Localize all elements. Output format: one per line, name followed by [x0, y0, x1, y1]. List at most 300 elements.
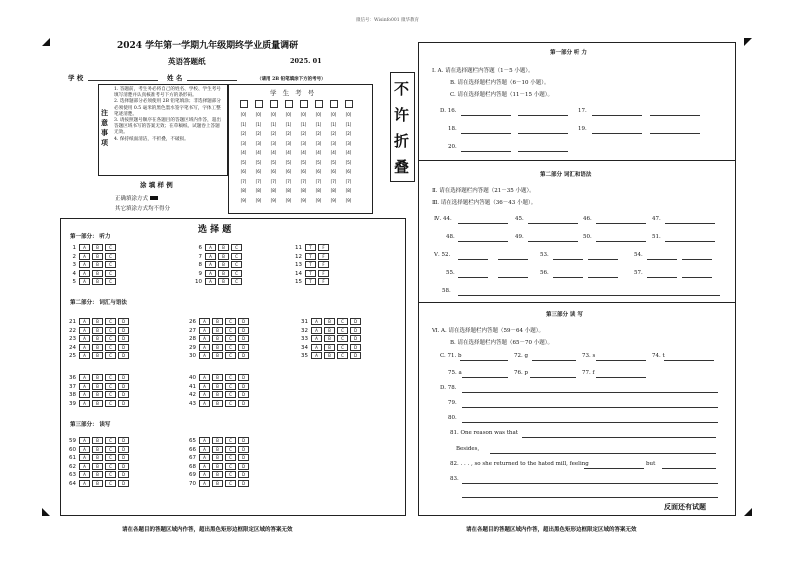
- option-bubble[interactable]: A: [199, 335, 210, 342]
- option-bubble[interactable]: F: [318, 253, 329, 260]
- exam-digit-bubble[interactable]: [1]: [345, 121, 352, 127]
- option-bubble[interactable]: A: [79, 480, 90, 487]
- option-bubble[interactable]: B: [212, 391, 223, 398]
- option-bubble[interactable]: B: [92, 344, 103, 351]
- exam-digit-bubble[interactable]: [9]: [285, 197, 292, 203]
- option-bubble[interactable]: C: [105, 244, 116, 251]
- exam-digit-bubble[interactable]: [6]: [270, 169, 277, 174]
- option-bubble[interactable]: B: [92, 327, 103, 334]
- answer-blank[interactable]: [588, 259, 618, 260]
- option-bubble[interactable]: D: [118, 446, 129, 453]
- option-bubble[interactable]: B: [92, 471, 103, 478]
- option-bubble[interactable]: A: [79, 454, 90, 461]
- option-bubble[interactable]: C: [337, 327, 348, 334]
- exam-digit-bubble[interactable]: [2]: [270, 131, 277, 136]
- option-bubble[interactable]: A: [199, 318, 210, 325]
- exam-digit-bubble[interactable]: [4]: [300, 150, 307, 155]
- option-bubble[interactable]: A: [199, 327, 210, 334]
- option-bubble[interactable]: A: [205, 261, 216, 268]
- option-bubble[interactable]: A: [205, 270, 216, 277]
- option-bubble[interactable]: F: [318, 270, 329, 277]
- option-bubble[interactable]: A: [199, 471, 210, 478]
- exam-digit-bubble[interactable]: [6]: [240, 169, 247, 174]
- option-bubble[interactable]: C: [105, 278, 116, 285]
- answer-blank[interactable]: [462, 422, 718, 423]
- option-bubble[interactable]: D: [350, 352, 361, 359]
- exam-digit-bubble[interactable]: [2]: [240, 131, 247, 136]
- option-bubble[interactable]: D: [118, 327, 129, 334]
- option-bubble[interactable]: A: [79, 400, 90, 407]
- option-bubble[interactable]: C: [231, 270, 242, 277]
- option-bubble[interactable]: D: [350, 344, 361, 351]
- exam-digit-bubble[interactable]: [0]: [255, 112, 262, 117]
- answer-blank[interactable]: [458, 277, 488, 278]
- exam-digit-bubble[interactable]: [5]: [285, 159, 292, 165]
- option-bubble[interactable]: A: [79, 261, 90, 268]
- exam-digit-bubble[interactable]: [4]: [255, 150, 262, 155]
- school-field[interactable]: [88, 80, 158, 81]
- exam-digit-bubble[interactable]: [5]: [255, 159, 262, 165]
- option-bubble[interactable]: B: [92, 454, 103, 461]
- option-bubble[interactable]: A: [311, 327, 322, 334]
- option-bubble[interactable]: D: [350, 335, 361, 342]
- exam-digit-bubble[interactable]: [3]: [345, 140, 352, 146]
- option-bubble[interactable]: B: [324, 352, 335, 359]
- option-bubble[interactable]: A: [311, 335, 322, 342]
- option-bubble[interactable]: C: [105, 454, 116, 461]
- exam-digit-bubble[interactable]: [2]: [315, 131, 322, 136]
- answer-blank[interactable]: [596, 360, 646, 361]
- exam-digit-bubble[interactable]: [9]: [330, 197, 337, 203]
- option-bubble[interactable]: D: [350, 318, 361, 325]
- option-bubble[interactable]: A: [199, 454, 210, 461]
- exam-digit-bubble[interactable]: [0]: [330, 112, 337, 117]
- option-bubble[interactable]: C: [105, 270, 116, 277]
- option-bubble[interactable]: C: [225, 391, 236, 398]
- option-bubble[interactable]: D: [238, 446, 249, 453]
- answer-blank[interactable]: [553, 259, 583, 260]
- exam-digit-box[interactable]: [330, 100, 338, 108]
- option-bubble[interactable]: D: [118, 391, 129, 398]
- option-bubble[interactable]: B: [92, 480, 103, 487]
- option-bubble[interactable]: B: [218, 261, 229, 268]
- answer-blank[interactable]: [665, 241, 715, 242]
- exam-digit-bubble[interactable]: [9]: [255, 197, 262, 203]
- exam-digit-bubble[interactable]: [8]: [285, 188, 292, 193]
- option-bubble[interactable]: B: [212, 446, 223, 453]
- option-bubble[interactable]: B: [218, 278, 229, 285]
- answer-blank[interactable]: [528, 223, 578, 224]
- option-bubble[interactable]: C: [225, 383, 236, 390]
- option-bubble[interactable]: A: [205, 278, 216, 285]
- option-bubble[interactable]: D: [118, 383, 129, 390]
- exam-digit-box[interactable]: [240, 100, 248, 108]
- exam-digit-bubble[interactable]: [7]: [345, 178, 352, 184]
- option-bubble[interactable]: D: [118, 352, 129, 359]
- option-bubble[interactable]: B: [92, 400, 103, 407]
- answer-blank[interactable]: [682, 277, 712, 278]
- option-bubble[interactable]: C: [231, 261, 242, 268]
- option-bubble[interactable]: D: [118, 374, 129, 381]
- option-bubble[interactable]: A: [199, 391, 210, 398]
- answer-blank[interactable]: [596, 223, 646, 224]
- option-bubble[interactable]: C: [105, 446, 116, 453]
- option-bubble[interactable]: D: [118, 318, 129, 325]
- option-bubble[interactable]: B: [212, 463, 223, 470]
- exam-digit-bubble[interactable]: [2]: [300, 131, 307, 136]
- option-bubble[interactable]: C: [225, 374, 236, 381]
- answer-blank[interactable]: [462, 377, 508, 378]
- option-bubble[interactable]: C: [225, 318, 236, 325]
- option-bubble[interactable]: B: [92, 383, 103, 390]
- option-bubble[interactable]: A: [79, 471, 90, 478]
- exam-digit-bubble[interactable]: [8]: [270, 188, 277, 193]
- answer-blank[interactable]: [584, 468, 644, 469]
- exam-digit-bubble[interactable]: [1]: [300, 121, 307, 127]
- option-bubble[interactable]: A: [79, 344, 90, 351]
- answer-blank[interactable]: [592, 133, 642, 134]
- exam-digit-bubble[interactable]: [5]: [270, 159, 277, 165]
- option-bubble[interactable]: A: [79, 437, 90, 444]
- option-bubble[interactable]: T: [305, 278, 316, 285]
- exam-digit-bubble[interactable]: [0]: [345, 112, 352, 117]
- option-bubble[interactable]: A: [79, 374, 90, 381]
- option-bubble[interactable]: D: [238, 480, 249, 487]
- option-bubble[interactable]: A: [79, 391, 90, 398]
- option-bubble[interactable]: C: [225, 327, 236, 334]
- option-bubble[interactable]: D: [238, 437, 249, 444]
- option-bubble[interactable]: C: [105, 253, 116, 260]
- exam-digit-bubble[interactable]: [8]: [255, 188, 262, 193]
- exam-digit-box[interactable]: [255, 100, 263, 108]
- exam-digit-bubble[interactable]: [9]: [240, 197, 247, 203]
- exam-digit-bubble[interactable]: [4]: [315, 150, 322, 155]
- exam-digit-bubble[interactable]: [1]: [240, 121, 247, 127]
- answer-blank[interactable]: [650, 115, 700, 116]
- exam-digit-bubble[interactable]: [8]: [315, 188, 322, 193]
- answer-blank[interactable]: [461, 151, 511, 152]
- option-bubble[interactable]: B: [92, 374, 103, 381]
- option-bubble[interactable]: C: [225, 437, 236, 444]
- option-bubble[interactable]: C: [105, 327, 116, 334]
- option-bubble[interactable]: B: [92, 463, 103, 470]
- option-bubble[interactable]: C: [105, 391, 116, 398]
- answer-blank[interactable]: [518, 133, 568, 134]
- option-bubble[interactable]: C: [225, 480, 236, 487]
- option-bubble[interactable]: B: [92, 244, 103, 251]
- option-bubble[interactable]: B: [92, 261, 103, 268]
- answer-blank[interactable]: [498, 259, 528, 260]
- option-bubble[interactable]: B: [212, 327, 223, 334]
- option-bubble[interactable]: B: [218, 270, 229, 277]
- option-bubble[interactable]: D: [118, 480, 129, 487]
- answer-blank[interactable]: [522, 437, 716, 438]
- answer-blank[interactable]: [461, 115, 511, 116]
- option-bubble[interactable]: B: [92, 446, 103, 453]
- option-bubble[interactable]: C: [337, 318, 348, 325]
- option-bubble[interactable]: A: [79, 352, 90, 359]
- exam-digit-box[interactable]: [315, 100, 323, 108]
- answer-blank[interactable]: [490, 453, 716, 454]
- exam-digit-bubble[interactable]: [3]: [330, 140, 337, 146]
- option-bubble[interactable]: D: [118, 437, 129, 444]
- option-bubble[interactable]: B: [92, 335, 103, 342]
- answer-blank[interactable]: [553, 277, 583, 278]
- answer-blank[interactable]: [665, 223, 715, 224]
- option-bubble[interactable]: A: [79, 244, 90, 251]
- option-bubble[interactable]: T: [305, 253, 316, 260]
- option-bubble[interactable]: C: [225, 454, 236, 461]
- option-bubble[interactable]: C: [231, 278, 242, 285]
- option-bubble[interactable]: D: [238, 335, 249, 342]
- answer-blank[interactable]: [460, 360, 508, 361]
- option-bubble[interactable]: A: [199, 480, 210, 487]
- option-bubble[interactable]: C: [105, 335, 116, 342]
- answer-blank[interactable]: [682, 259, 712, 260]
- option-bubble[interactable]: C: [225, 471, 236, 478]
- option-bubble[interactable]: A: [199, 400, 210, 407]
- option-bubble[interactable]: D: [238, 463, 249, 470]
- option-bubble[interactable]: B: [92, 352, 103, 359]
- exam-digit-bubble[interactable]: [8]: [330, 188, 337, 193]
- option-bubble[interactable]: B: [92, 318, 103, 325]
- exam-digit-bubble[interactable]: [0]: [240, 112, 247, 117]
- option-bubble[interactable]: B: [218, 244, 229, 251]
- option-bubble[interactable]: C: [231, 253, 242, 260]
- exam-digit-bubble[interactable]: [3]: [270, 140, 277, 146]
- option-bubble[interactable]: C: [105, 352, 116, 359]
- option-bubble[interactable]: A: [199, 352, 210, 359]
- option-bubble[interactable]: C: [337, 344, 348, 351]
- option-bubble[interactable]: D: [238, 383, 249, 390]
- exam-digit-bubble[interactable]: [6]: [255, 169, 262, 174]
- option-bubble[interactable]: D: [118, 463, 129, 470]
- option-bubble[interactable]: A: [199, 463, 210, 470]
- option-bubble[interactable]: C: [105, 383, 116, 390]
- option-bubble[interactable]: D: [118, 335, 129, 342]
- option-bubble[interactable]: D: [238, 471, 249, 478]
- option-bubble[interactable]: A: [199, 446, 210, 453]
- exam-digit-box[interactable]: [345, 100, 353, 108]
- option-bubble[interactable]: C: [105, 318, 116, 325]
- option-bubble[interactable]: T: [305, 244, 316, 251]
- exam-digit-bubble[interactable]: [2]: [255, 131, 262, 136]
- option-bubble[interactable]: B: [212, 335, 223, 342]
- option-bubble[interactable]: A: [79, 270, 90, 277]
- option-bubble[interactable]: B: [92, 253, 103, 260]
- option-bubble[interactable]: B: [92, 437, 103, 444]
- option-bubble[interactable]: C: [225, 352, 236, 359]
- option-bubble[interactable]: B: [212, 454, 223, 461]
- option-bubble[interactable]: B: [92, 391, 103, 398]
- option-bubble[interactable]: T: [305, 270, 316, 277]
- option-bubble[interactable]: B: [212, 400, 223, 407]
- option-bubble[interactable]: D: [238, 318, 249, 325]
- option-bubble[interactable]: B: [92, 270, 103, 277]
- answer-blank[interactable]: [462, 497, 718, 498]
- option-bubble[interactable]: D: [238, 374, 249, 381]
- option-bubble[interactable]: C: [225, 335, 236, 342]
- answer-blank[interactable]: [647, 259, 677, 260]
- exam-digit-bubble[interactable]: [3]: [315, 140, 322, 146]
- name-field[interactable]: [187, 80, 237, 81]
- answer-blank[interactable]: [458, 259, 488, 260]
- option-bubble[interactable]: B: [212, 352, 223, 359]
- option-bubble[interactable]: D: [238, 400, 249, 407]
- option-bubble[interactable]: B: [212, 471, 223, 478]
- option-bubble[interactable]: A: [79, 318, 90, 325]
- exam-digit-bubble[interactable]: [5]: [300, 159, 307, 165]
- option-bubble[interactable]: C: [105, 437, 116, 444]
- option-bubble[interactable]: C: [105, 374, 116, 381]
- exam-digit-bubble[interactable]: [3]: [240, 140, 247, 146]
- exam-digit-bubble[interactable]: [7]: [240, 178, 247, 184]
- answer-blank[interactable]: [458, 223, 508, 224]
- exam-digit-bubble[interactable]: [7]: [330, 178, 337, 184]
- exam-digit-bubble[interactable]: [8]: [345, 188, 352, 193]
- option-bubble[interactable]: A: [79, 335, 90, 342]
- exam-digit-bubble[interactable]: [0]: [300, 112, 307, 117]
- answer-blank[interactable]: [462, 392, 718, 393]
- option-bubble[interactable]: A: [79, 446, 90, 453]
- option-bubble[interactable]: A: [79, 463, 90, 470]
- option-bubble[interactable]: C: [105, 400, 116, 407]
- exam-digit-bubble[interactable]: [7]: [285, 178, 292, 184]
- exam-digit-bubble[interactable]: [4]: [330, 150, 337, 155]
- exam-digit-bubble[interactable]: [9]: [300, 197, 307, 203]
- answer-blank[interactable]: [592, 115, 642, 116]
- option-bubble[interactable]: A: [205, 253, 216, 260]
- option-bubble[interactable]: A: [79, 278, 90, 285]
- exam-digit-bubble[interactable]: [9]: [270, 197, 277, 203]
- exam-digit-bubble[interactable]: [1]: [285, 121, 292, 127]
- option-bubble[interactable]: C: [225, 400, 236, 407]
- answer-blank[interactable]: [458, 241, 508, 242]
- option-bubble[interactable]: C: [105, 344, 116, 351]
- option-bubble[interactable]: C: [337, 335, 348, 342]
- exam-digit-bubble[interactable]: [1]: [270, 121, 277, 127]
- answer-blank[interactable]: [518, 115, 568, 116]
- option-bubble[interactable]: A: [199, 344, 210, 351]
- answer-blank[interactable]: [596, 377, 646, 378]
- option-bubble[interactable]: C: [225, 344, 236, 351]
- exam-digit-bubble[interactable]: [3]: [300, 140, 307, 146]
- answer-blank[interactable]: [462, 483, 718, 484]
- answer-blank[interactable]: [461, 133, 511, 134]
- answer-blank[interactable]: [458, 295, 720, 296]
- exam-digit-bubble[interactable]: [4]: [240, 150, 247, 155]
- exam-digit-bubble[interactable]: [6]: [345, 169, 352, 174]
- answer-blank[interactable]: [596, 241, 646, 242]
- exam-digit-bubble[interactable]: [6]: [285, 169, 292, 174]
- option-bubble[interactable]: A: [199, 437, 210, 444]
- exam-digit-bubble[interactable]: [6]: [315, 169, 322, 174]
- exam-digit-bubble[interactable]: [4]: [270, 150, 277, 155]
- option-bubble[interactable]: A: [311, 344, 322, 351]
- exam-digit-bubble[interactable]: [6]: [330, 169, 337, 174]
- option-bubble[interactable]: D: [238, 327, 249, 334]
- option-bubble[interactable]: C: [105, 463, 116, 470]
- exam-digit-bubble[interactable]: [0]: [315, 112, 322, 117]
- option-bubble[interactable]: B: [324, 327, 335, 334]
- option-bubble[interactable]: B: [212, 480, 223, 487]
- option-bubble[interactable]: C: [337, 352, 348, 359]
- exam-number-grid[interactable]: [236, 100, 368, 210]
- exam-digit-bubble[interactable]: [7]: [255, 178, 262, 184]
- option-bubble[interactable]: A: [311, 318, 322, 325]
- exam-digit-bubble[interactable]: [5]: [330, 159, 337, 165]
- option-bubble[interactable]: C: [225, 446, 236, 453]
- answer-blank[interactable]: [518, 151, 568, 152]
- option-bubble[interactable]: D: [238, 391, 249, 398]
- answer-blank[interactable]: [662, 468, 716, 469]
- exam-digit-bubble[interactable]: [1]: [330, 121, 337, 127]
- option-bubble[interactable]: D: [350, 327, 361, 334]
- answer-blank[interactable]: [664, 360, 714, 361]
- answer-blank[interactable]: [650, 133, 700, 134]
- answer-blank[interactable]: [462, 407, 718, 408]
- option-bubble[interactable]: B: [212, 344, 223, 351]
- option-bubble[interactable]: C: [231, 244, 242, 251]
- exam-digit-bubble[interactable]: [6]: [300, 169, 307, 174]
- exam-digit-bubble[interactable]: [5]: [315, 159, 322, 165]
- answer-blank[interactable]: [532, 360, 576, 361]
- answer-blank[interactable]: [530, 377, 576, 378]
- exam-digit-bubble[interactable]: [3]: [285, 140, 292, 146]
- answer-blank[interactable]: [498, 277, 528, 278]
- option-bubble[interactable]: A: [199, 374, 210, 381]
- option-bubble[interactable]: B: [212, 383, 223, 390]
- option-bubble[interactable]: A: [79, 327, 90, 334]
- option-bubble[interactable]: B: [218, 253, 229, 260]
- option-bubble[interactable]: D: [238, 454, 249, 461]
- option-bubble[interactable]: D: [118, 400, 129, 407]
- option-bubble[interactable]: B: [324, 344, 335, 351]
- exam-digit-box[interactable]: [285, 100, 293, 108]
- option-bubble[interactable]: A: [79, 383, 90, 390]
- exam-digit-bubble[interactable]: [8]: [240, 188, 247, 193]
- exam-digit-bubble[interactable]: [5]: [345, 159, 352, 165]
- exam-digit-bubble[interactable]: [0]: [285, 112, 292, 117]
- option-bubble[interactable]: D: [238, 344, 249, 351]
- option-bubble[interactable]: A: [311, 352, 322, 359]
- option-bubble[interactable]: F: [318, 244, 329, 251]
- exam-digit-bubble[interactable]: [9]: [315, 197, 322, 203]
- answer-blank[interactable]: [528, 241, 578, 242]
- exam-digit-bubble[interactable]: [4]: [345, 150, 352, 155]
- exam-digit-bubble[interactable]: [4]: [285, 150, 292, 155]
- option-bubble[interactable]: C: [105, 480, 116, 487]
- option-bubble[interactable]: B: [92, 278, 103, 285]
- option-bubble[interactable]: A: [79, 253, 90, 260]
- option-bubble[interactable]: A: [199, 383, 210, 390]
- answer-blank[interactable]: [588, 277, 618, 278]
- exam-digit-bubble[interactable]: [5]: [240, 159, 247, 165]
- exam-digit-bubble[interactable]: [7]: [270, 178, 277, 184]
- exam-digit-bubble[interactable]: [2]: [330, 131, 337, 136]
- exam-digit-bubble[interactable]: [1]: [255, 121, 262, 127]
- option-bubble[interactable]: A: [205, 244, 216, 251]
- answer-blank[interactable]: [647, 277, 677, 278]
- option-bubble[interactable]: B: [324, 318, 335, 325]
- exam-digit-bubble[interactable]: [3]: [255, 140, 262, 146]
- exam-digit-bubble[interactable]: [2]: [285, 131, 292, 136]
- option-bubble[interactable]: B: [212, 437, 223, 444]
- option-bubble[interactable]: B: [212, 318, 223, 325]
- option-bubble[interactable]: T: [305, 261, 316, 268]
- option-bubble[interactable]: B: [324, 335, 335, 342]
- exam-digit-bubble[interactable]: [0]: [270, 112, 277, 117]
